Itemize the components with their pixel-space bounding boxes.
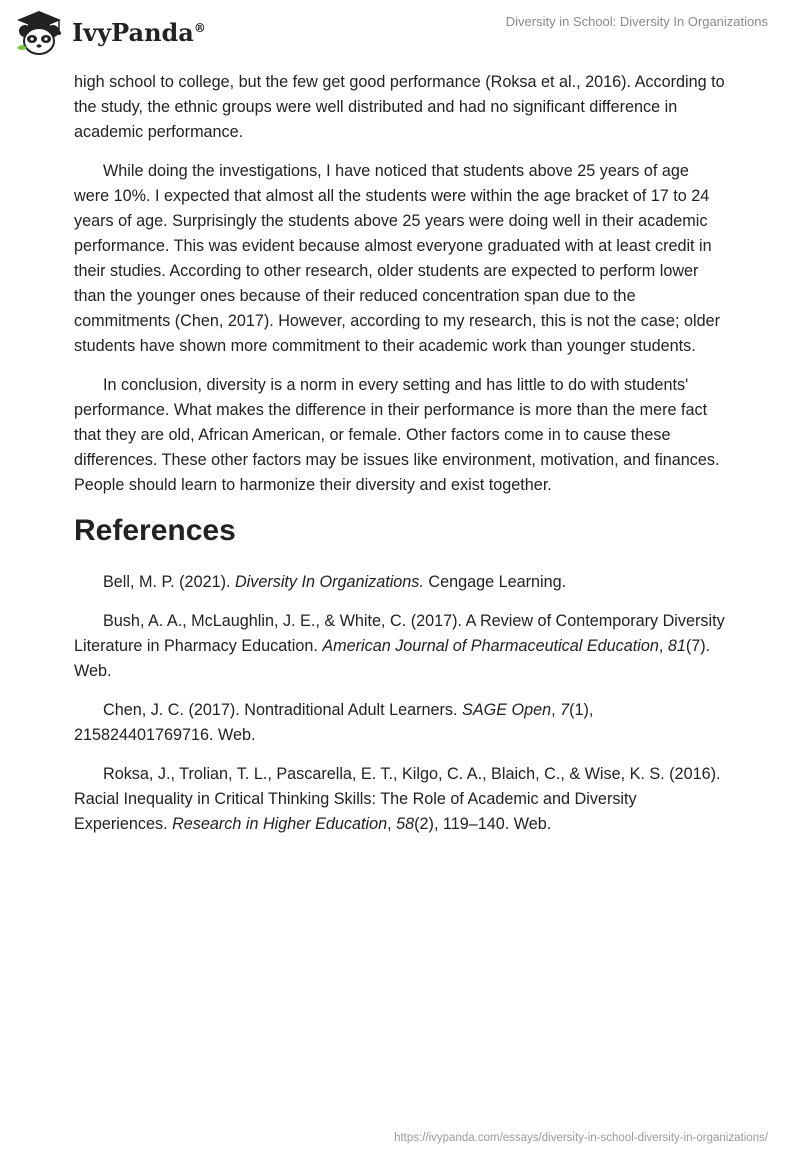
essay-content: [74, 70, 726, 851]
references-heading: References: [74, 514, 236, 547]
brand-name[interactable]: IvyPanda®: [72, 18, 206, 47]
reference-item: Bell, M. P. (2021). Diversity In Organizations. Cengage Learning.: [103, 573, 567, 591]
source-url-link[interactable]: https://ivypanda.com/essays/diversity-in-school-diversity-in-organizations/: [394, 1132, 768, 1144]
page-header: [0, 0, 800, 64]
paragraph: While doing the investigations, I have noticed that students above 25 years of age were 10%. I expected that almost all the students were within the age bracket of 17 to 24 years of age. Surprisingly the students above 25 years were doing well in their academic performance. This was evident because almost everyone graduated with at least credit in their studies. According to other research, older students are expected to perform lower than the younger ones because of their reduced concentration span due to the commitments (Chen, 2017). However, according to my research, this is not the case; older students have shown more commitment to their academic work than younger students.: [74, 162, 720, 355]
paragraph: high school to college, but the few get good performance (Roksa et al., 2016). According to the study, the ethnic groups were well distributed and had no significant difference in academic performance.: [74, 73, 725, 141]
paragraph: In conclusion, diversity is a norm in every setting and has little to do with students' performance. What makes the difference in their performance is more than the mere fact that they are old, African American, or female. Other factors come in to cause these differences. These other factors may be issues like environment, motivation, and finances. People should learn to harmonize their diversity and exist together.: [74, 376, 720, 494]
panda-graduate-icon: [14, 8, 64, 58]
reference-item: Chen, J. C. (2017). Nontraditional Adult Learners. SAGE Open, 7(1), 215824401769716. Web.: [74, 701, 594, 744]
document-title: Diversity in School: Diversity In Organizations: [505, 14, 768, 29]
reference-item: Roksa, J., Trolian, T. L., Pascarella, E. T., Kilgo, C. A., Blaich, C., & Wise, K. S. (2016). Racial Inequality in Critical Thinking Skills: The Role of Academic and Diversity Experiences. Research in Higher Education, 58(2), 119–140. Web.: [74, 765, 721, 833]
reference-item: Bush, A. A., McLaughlin, J. E., & White, C. (2017). A Review of Contemporary Diversity Literature in Pharmacy Education. American Journal of Pharmaceutical Education, 81(7). Web.: [74, 612, 725, 680]
